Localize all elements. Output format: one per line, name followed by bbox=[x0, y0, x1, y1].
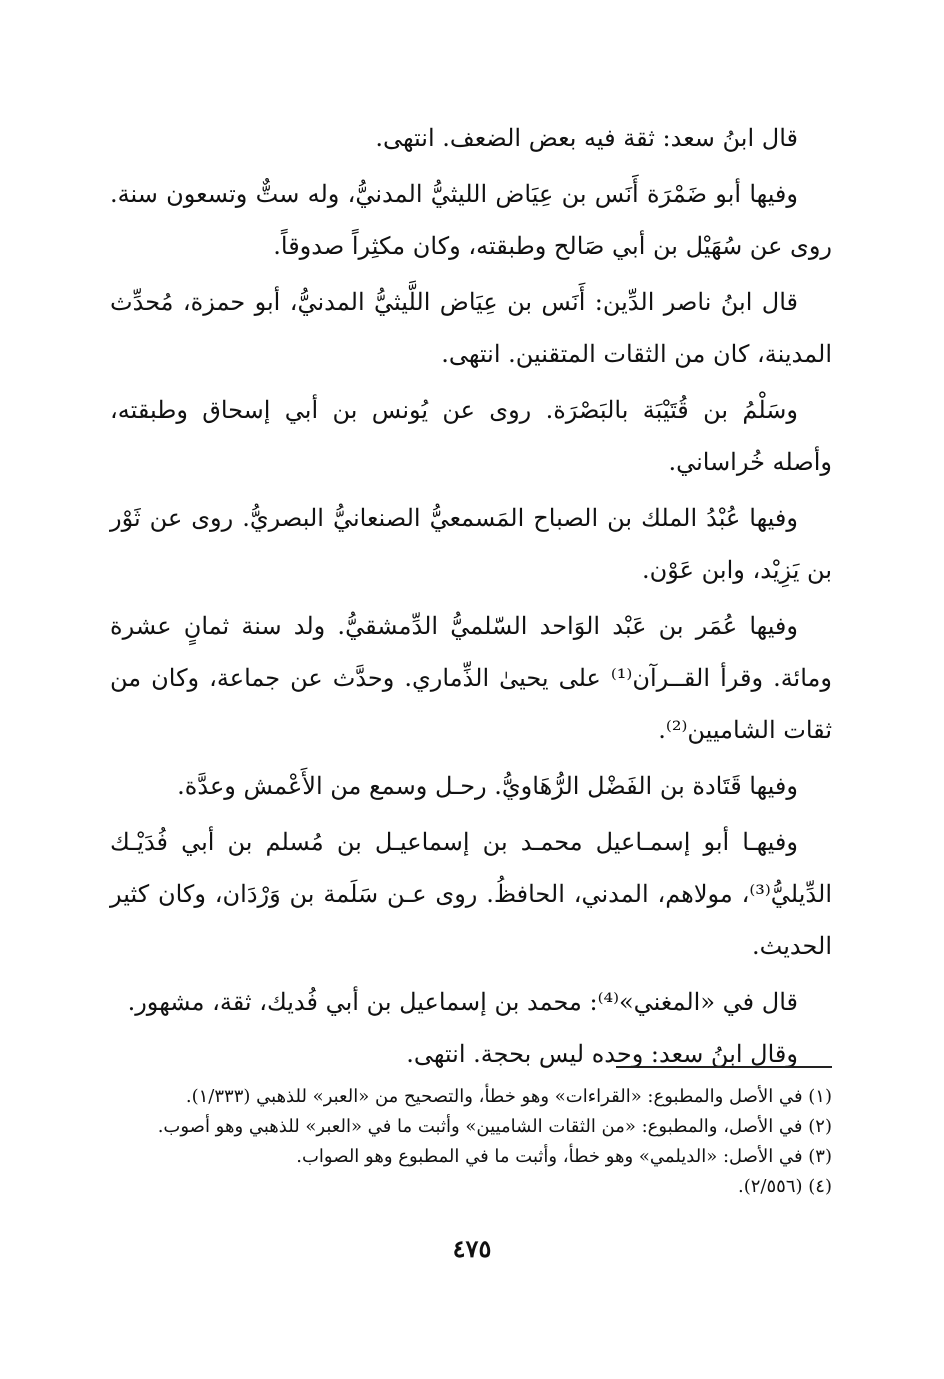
paragraph-ibn-abi-fudayk: وفيهـا أبو إسمـاعيل محمـد بن إسماعيـل بن مُسلم بن أبي فُدَيْـك الدِّيليُّ⁽³⁾، مولاهم، المدني، الحافظُ. روى عـن سَلَمة بن وَرْدَان، وكان كثير الحديث. bbox=[110, 828, 832, 960]
paragraph-umar-bin-abd-al-wahid: وفيها عُمَر بن عَبْد الوَاحد السّلميُّ الدِّمشقيُّ. ولد سنة ثمانٍ عشرة ومائة. وقرأ القــرآن⁽¹⁾ على يحيىٰ الذِّماري. وحدَّث عن جماعة، وكان من ثقات الشاميين⁽²⁾. bbox=[110, 612, 832, 744]
page-number: ٤٧٥ bbox=[452, 1234, 492, 1263]
paragraph-al-mughni: قال في «المغني»⁽⁴⁾: محمد بن إسماعيل بن أبي فُديك، ثقة، مشهور. bbox=[127, 988, 798, 1016]
main-text bbox=[110, 112, 832, 1080]
paragraph-qatada: وفيها قَتَادة بن الفَضْل الرُّهَاويُّ. رحـل وسمع من الأَعْمش وعدَّة. bbox=[177, 772, 798, 800]
footnotes bbox=[110, 1082, 832, 1202]
footnote-3: (٣) في الأصل: «الديلمي» وهو خطأ، وأثبت ما في المطبوع وهو الصواب. bbox=[296, 1146, 832, 1167]
footnote-2: (٢) في الأصل، والمطبوع: «من الثقات الشاميين» وأثبت ما في «العبر» للذهبي وهو أصوب. bbox=[157, 1116, 832, 1137]
paragraph-abd-al-malik: وفيها عُبْدُ الملك بن الصباح المَسمعيُّ الصنعانيُّ البصريُّ. روى عن ثَوْر بن يَزِيْد، وابن عَوْن. bbox=[110, 504, 832, 584]
paragraph-ibn-saad-2: وقال ابنُ سعد: وحده ليس بحجة. انتهى. bbox=[406, 1040, 798, 1068]
footnote-divider bbox=[616, 1066, 832, 1068]
paragraph-ibn-saad-1: قال ابنُ سعد: ثقة فيه بعض الضعف. انتهى. bbox=[375, 124, 798, 152]
paragraph-abu-damra: وفيها أبو ضَمْرَة أَنَس بن عِيَاض الليثيُّ المدنيُّ، وله ستٌّ وتسعون سنة. روى عن سُهَيْل بن أبي صَالح وطبقته، وكان مكثِراً صدوقاً. bbox=[110, 180, 832, 260]
paragraph-ibn-nasir-al-din: قال ابنُ ناصر الدِّين: أَنَس بن عِيَاض اللَّيثيُّ المدنيُّ، أبو حمزة، مُحدِّث المدينة، كان من الثقات المتقنين. انتهى. bbox=[110, 288, 832, 368]
footnote-4: (٤) (٢/٥٥٦). bbox=[738, 1176, 832, 1197]
footnote-1: (١) في الأصل والمطبوع: «القراءات» وهو خطأ، والتصحيح من «العبر» للذهبي (١/٣٣٣). bbox=[185, 1086, 832, 1107]
paragraph-salm-bin-qutayba: وسَلْمُ بن قُتَيْبَة بالبَصْرَة. روى عن يُونس بن أبي إسحاق وطبقته، وأصله خُراساني. bbox=[110, 396, 832, 476]
